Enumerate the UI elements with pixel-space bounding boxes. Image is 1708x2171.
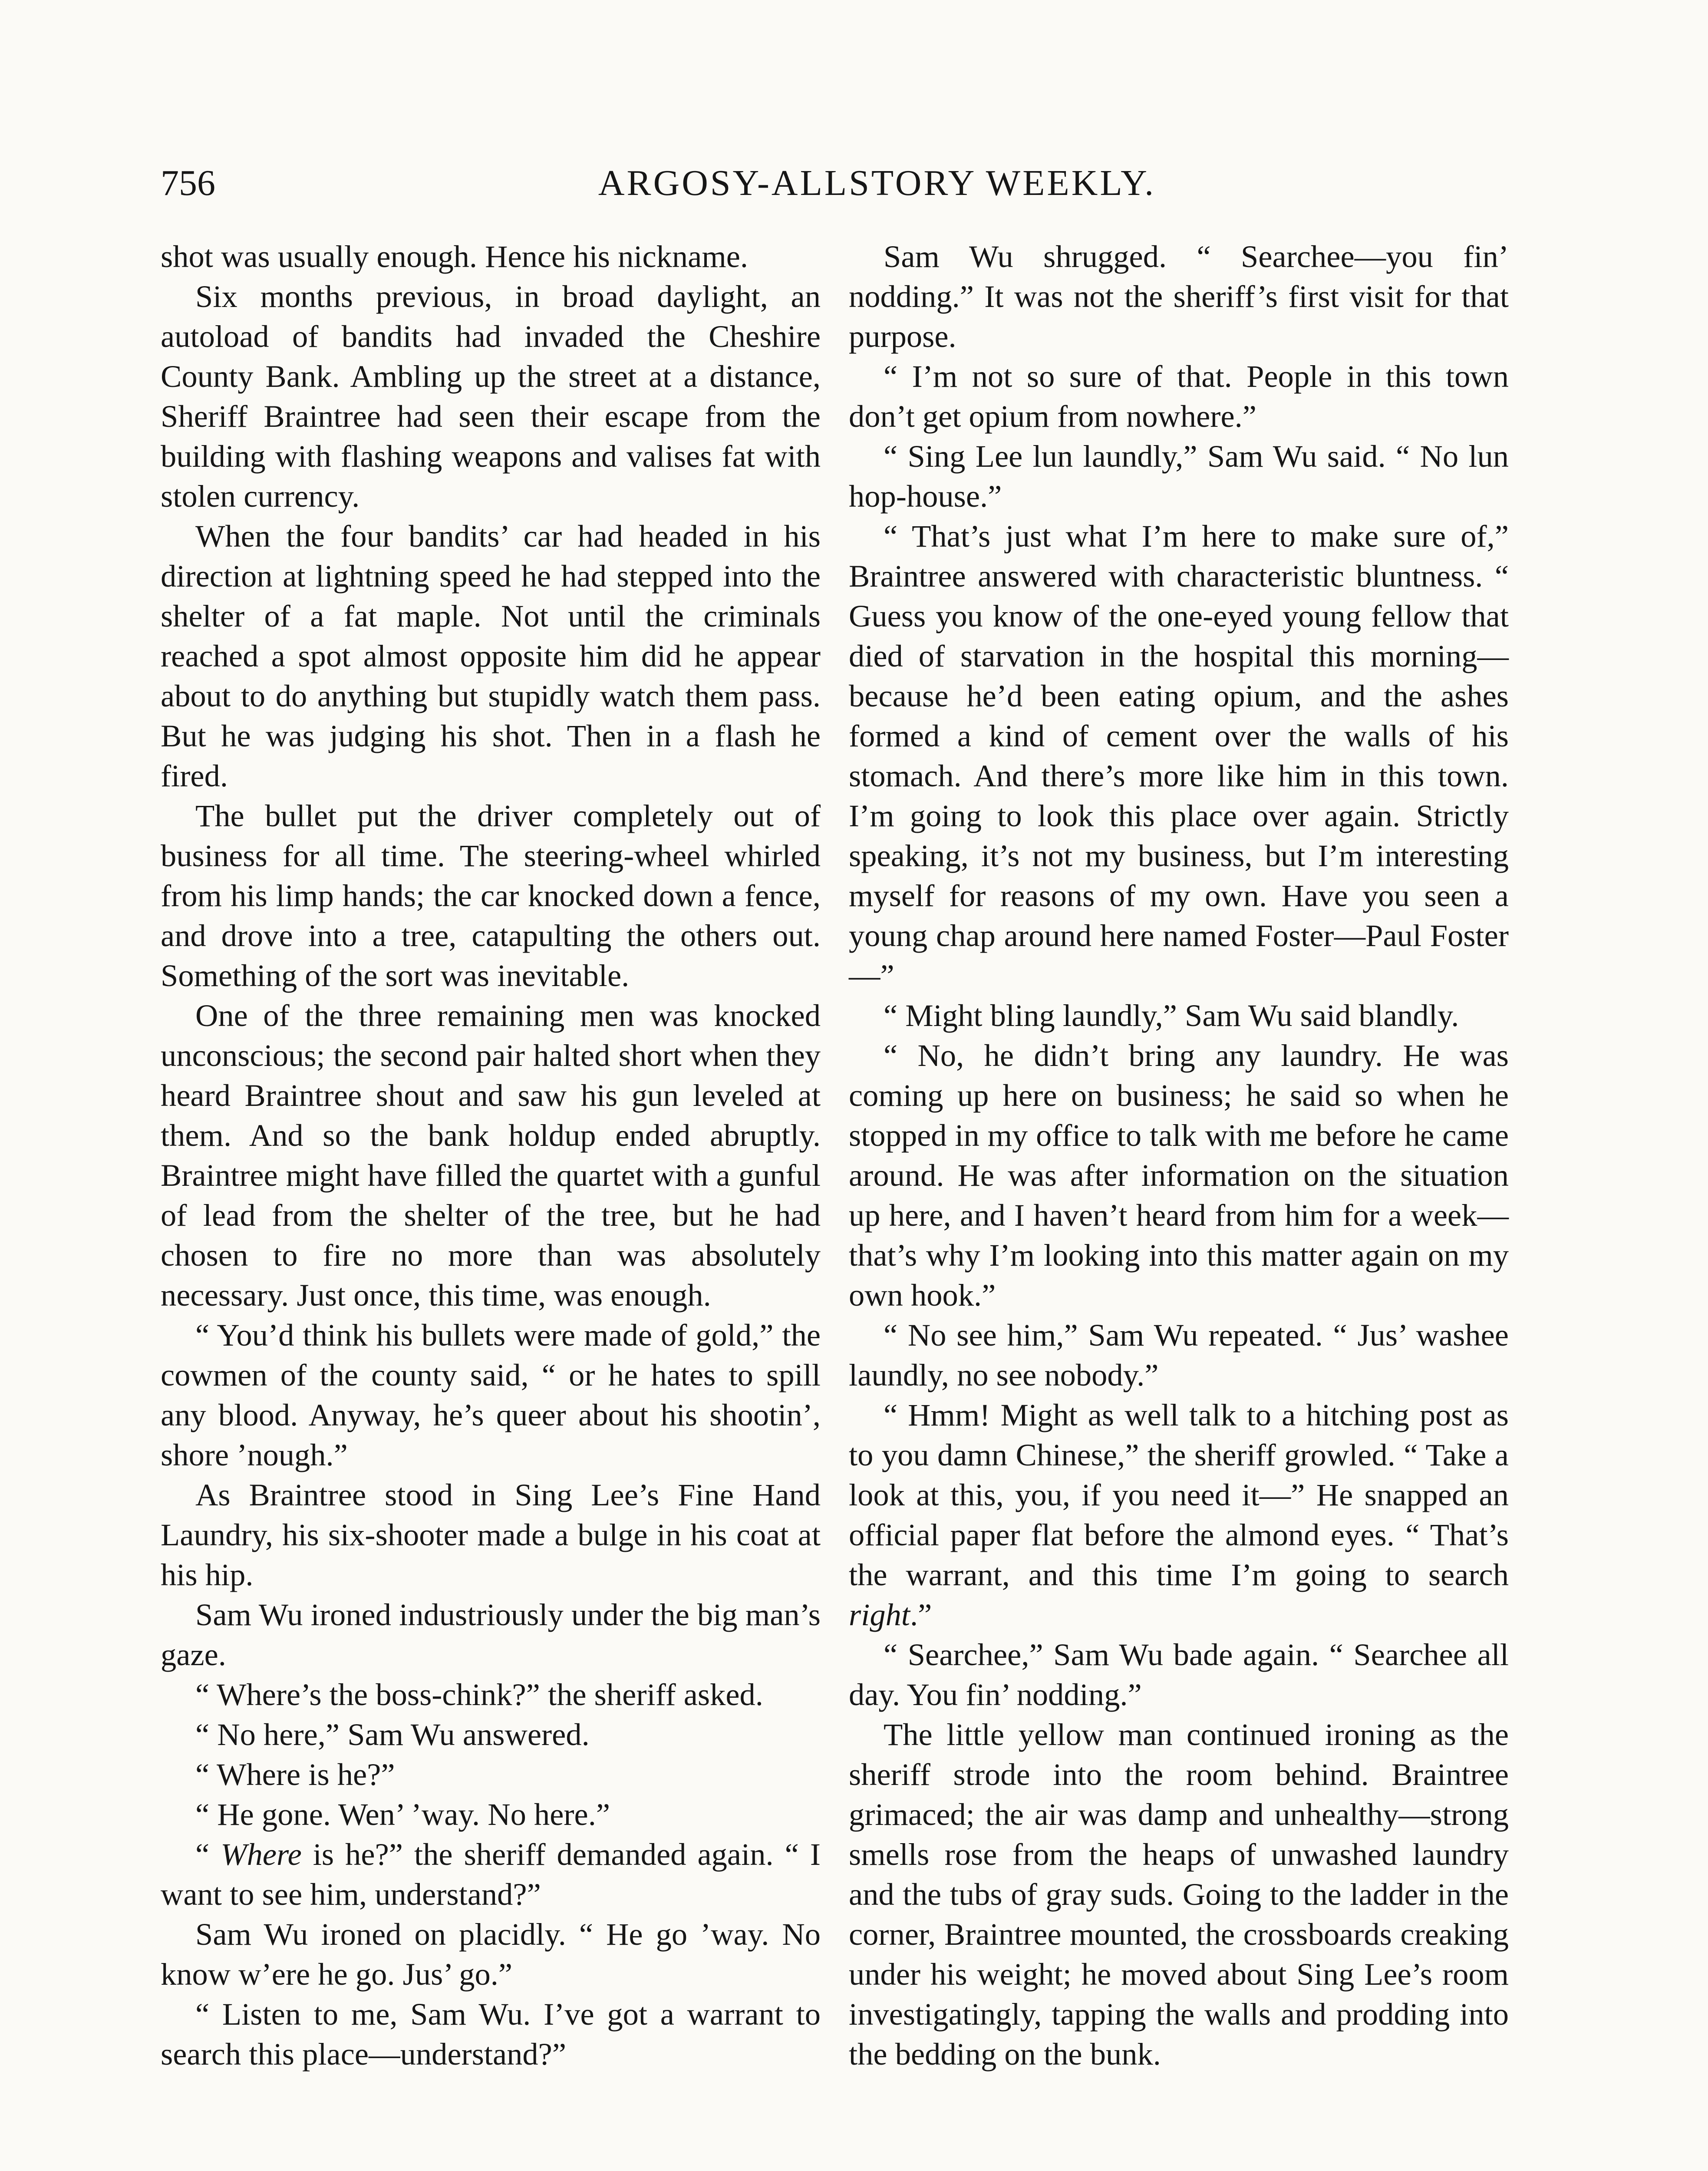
paragraph: “ No, he didn’t bring any laundry. He was coming up here on business; he said so when he stopped in my office to talk with me before he came around. He was after information on the situation up here, and I haven’t heard from him for a week—that’s why I’m looking into this matter again on my own hook.”	[849, 1038, 1509, 1313]
paragraph: “ I’m not so sure of that. People in this town don’t get opium from nowhere.”	[849, 359, 1509, 434]
paragraph: “ No see him,” Sam Wu repeated. “ Jus’ washee laundly, no see nobody.”	[849, 1317, 1509, 1392]
paragraph: “ Where is he?” the sheriff demanded again. “ I want to see him, understand?”	[161, 1837, 821, 1912]
running-head: ARGOSY-ALLSTORY WEEKLY.	[598, 163, 1156, 203]
paragraph: “ Hmm! Might as well talk to a hitching post as to you damn Chinese,” the sheriff growled. “ Take a look at this, you, if you need it—” He snapped an official paper flat before the almond eyes. “ That’s the warrant, and this time I’m going to search right.”	[849, 1397, 1509, 1632]
paragraph: Sam Wu shrugged. “ Searchee—you fin’ nodding.” It was not the sheriff’s first visit for that purpose.	[849, 239, 1509, 354]
paragraph: Sam Wu ironed industriously under the big man’s gaze.	[161, 1597, 821, 1672]
paragraph: “ You’d think his bullets were made of gold,” the cowmen of the county said, “ or he hates to spill any blood. Anyway, he’s queer about his shootin’, shore ’nough.”	[161, 1317, 821, 1472]
paragraph: The bullet put the driver completely out of business for all time. The steering-wheel whirled from his limp hands; the car knocked down a fence, and drove into a tree, catapulting the others out. Something of the sort was inevitable.	[161, 798, 821, 993]
paragraph: Six months previous, in broad daylight, an autoload of bandits had invaded the Cheshire County Bank. Ambling up the street at a distance, Sheriff Braintree had seen their escape from the building with flashing weapons and valises fat with stolen currency.	[161, 279, 821, 514]
paragraph: “ He gone. Wen’ ’way. No here.”	[195, 1797, 610, 1832]
paragraph: “ No here,” Sam Wu answered.	[195, 1717, 590, 1752]
paragraph: “ Sing Lee lun laundly,” Sam Wu said. “ No lun hop-house.”	[849, 439, 1509, 514]
paragraph: As Braintree stood in Sing Lee’s Fine Hand Laundry, his six-shooter made a bulge in his coat at his hip.	[161, 1477, 821, 1592]
paragraph: “ That’s just what I’m here to make sure of,” Braintree answered with characteristic bluntness. “ Guess you know of the one-eyed young fellow that died of starvation in the hospital this morning—because he’d been eating opium, and the ashes formed a kind of cement over the walls of his stomach. And there’s more like him in this town. I’m going to look this place over again. Strictly speaking, it’s not my business, but I’m interesting myself for reasons of my own. Have you seen a young chap around here named Foster—Paul Foster—”	[849, 518, 1509, 993]
paragraph: “ Might bling laundly,” Sam Wu said blandly.	[884, 998, 1459, 1033]
right-column	[849, 237, 1509, 2074]
paragraph: “ Listen to me, Sam Wu. I’ve got a warrant to search this place—understand?”	[161, 1996, 821, 2072]
paragraph: “ Searchee,” Sam Wu bade again. “ Searchee all day. You fin’ nodding.”	[849, 1637, 1509, 1712]
paragraph: Sam Wu ironed on placidly. “ He go ’way. No know w’ere he go. Jus’ go.”	[161, 1917, 821, 1992]
page-number: 756	[161, 163, 215, 203]
left-column	[161, 237, 821, 2074]
paragraph: The little yellow man continued ironing as the sheriff strode into the room behind. Braintree grimaced; the air was damp and unhealthy—strong smells rose from the heaps of unwashed laundry and the tubs of gray suds. Going to the ladder in the corner, Braintree mounted, the crossboards creaking under his weight; he moved about Sing Lee’s room investigatingly, tapping the walls and prodding into the bedding on the bunk.	[849, 1717, 1509, 2072]
paragraph: “ Where’s the boss-chink?” the sheriff asked.	[195, 1677, 763, 1712]
paragraph: “ Where is he?”	[195, 1757, 395, 1792]
paragraph: One of the three remaining men was knocked unconscious; the second pair halted short when they heard Braintree shout and saw his gun leveled at them. And so the bank holdup ended abruptly. Braintree might have filled the quartet with a gunful of lead from the shelter of the tree, but he had chosen to fire no more than was absolutely necessary. Just once, this time, was enough.	[161, 998, 821, 1313]
paragraph: When the four bandits’ car had headed in his direction at lightning speed he had stepped into the shelter of a fat maple. Not until the criminals reached a spot almost opposite him did he appear about to do anything but stupidly watch them pass. But he was judging his shot. Then in a flash he fired.	[161, 518, 821, 793]
paragraph: shot was usually enough. Hence his nickname.	[161, 239, 748, 274]
